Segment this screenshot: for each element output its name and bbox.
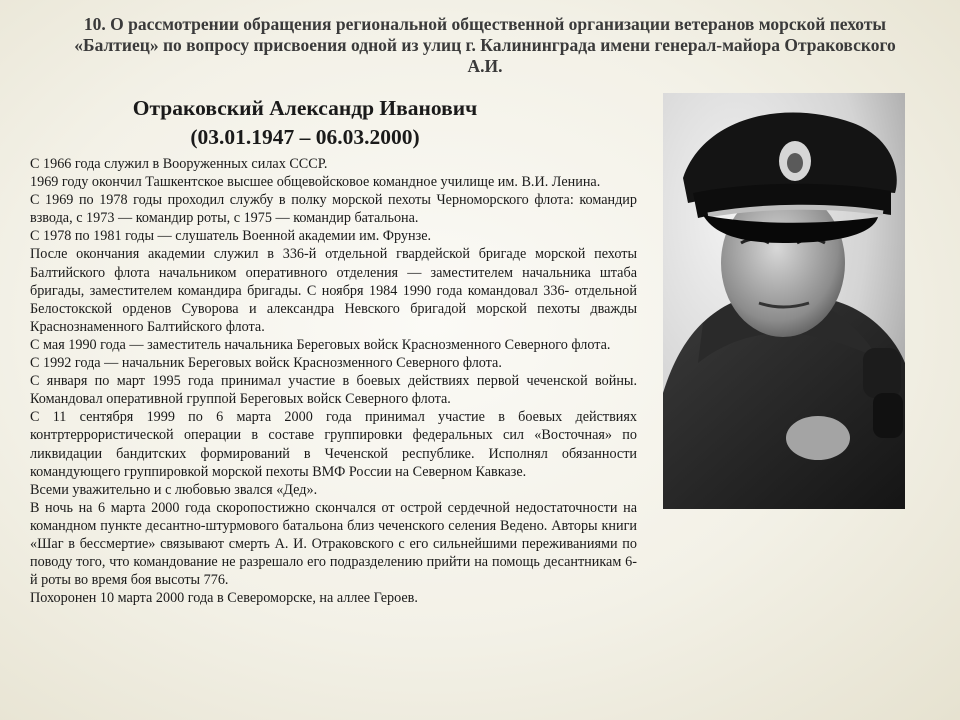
bio-paragraph: С 1992 года — начальник Береговых войск Краснозменного Северного флота. [30, 355, 502, 372]
biography-text [30, 155, 637, 607]
bio-paragraph: После окончания академии служил в 336-й отдельной гвардейской бригаде морской пехоты Балтийского флота начальником оперативного отделения — заместителем начальника штаба бригады, заместителем командира бригады. С ноября 1984 1990 года командовал 336- отдельной Белостокской орденов Суворова и александра Невского бригадой морской пехоты дважды Краснознаменного Балтийского флота. [30, 246, 637, 335]
bio-paragraph: С января по март 1995 года принимал участие в боевых действиях первой чеченской войны. Командовал оперативной группой Береговых войск Северного флота. [30, 373, 637, 408]
person-name: Отраковский Александр Иванович [132, 96, 478, 120]
bio-paragraph: С 1969 по 1978 годы проходил службу в полку морской пехоты Черноморского флота: командир взвода, с 1973 — командир роты, с 1975 — командир батальона. [30, 192, 637, 227]
bio-paragraph: С 11 сентября 1999 по 6 марта 2000 года принимал участие в боевых действиях контртеррористической операции в составе группировки федеральных сил «Восточная» по ликвидации бандитских формирований в Чеченской республике. Исполнял обязанности командующего группировкой морской пехоты ВМФ России на Северном Кавказе. [30, 409, 637, 480]
slide-title: 10. О рассмотрении обращения региональной общественной организации ветеранов морской пехоты «Балтиец» по вопросу присвоения одной из улиц г. Калининграда имени генерал-майора Отраковского А.И. [74, 14, 896, 76]
portrait-photo-icon [663, 93, 905, 509]
bio-paragraph: Всеми уважительно и с любовью звался «Дед». [30, 481, 318, 498]
person-dates: (03.01.1947 – 06.03.2000) [190, 125, 420, 149]
person-heading [100, 94, 510, 152]
bio-paragraph: С мая 1990 года — заместитель начальника Береговых войск Краснозменного Северного флота. [30, 336, 611, 353]
bio-paragraph: Похоронен 10 марта 2000 года в Североморске, на аллее Героев. [30, 590, 418, 607]
portrait-photo [663, 93, 905, 509]
bio-paragraph: 1969 году окончил Ташкентское высшее общевойсковое командное училище им. В.И. Ленина. [30, 174, 601, 191]
bio-paragraph: С 1978 по 1981 годы — слушатель Военной академии им. Фрунзе. [30, 228, 432, 245]
bio-paragraph: В ночь на 6 марта 2000 года скоропостижно скончался от острой сердечной недостаточности на командном пункте десантно-штурмового батальона близ чеченского селения Ведено. Авторы книги «Шаг в бессмертие» связывают смерть А. И. Отраковского с его сильнейшими переживаниями по поводу того, что командование не разрешало его подразделению прийти на помощь десантникам 6-й роты во время боя высоты 776. [30, 499, 637, 589]
bio-paragraph: С 1966 года служил в Вооруженных силах СССР. [30, 156, 328, 172]
